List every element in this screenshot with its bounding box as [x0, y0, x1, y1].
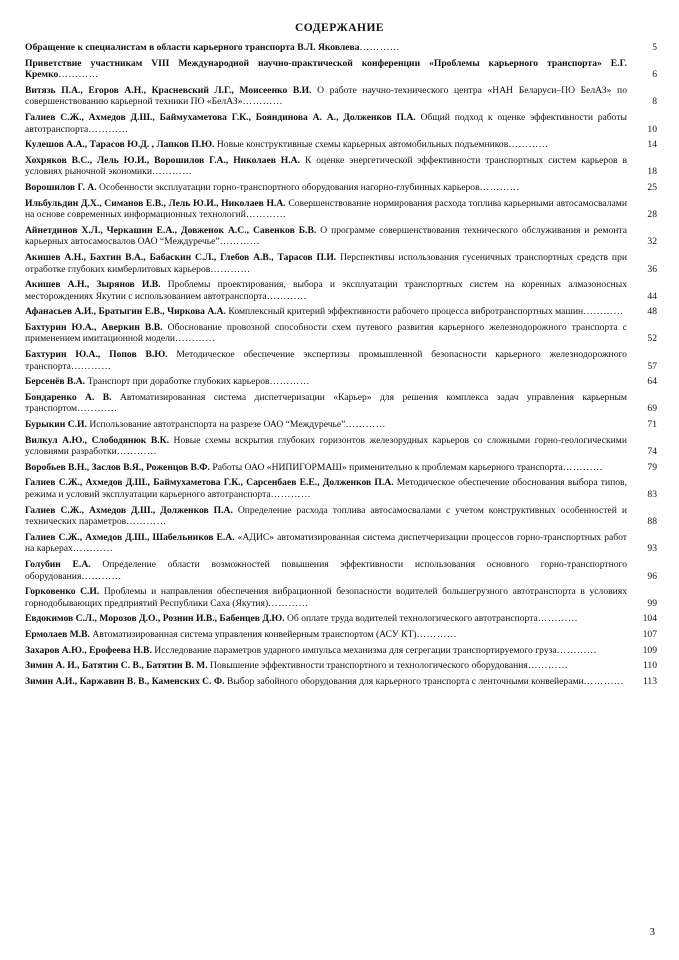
toc-entry-text: [25, 505, 635, 528]
toc-entry-authors: Голубин Е.А.: [25, 558, 91, 570]
toc-leader-dots: …………: [126, 516, 167, 528]
toc-entry: [25, 182, 657, 194]
toc-entry-title: Автоматизированная система управления конвейерным транспортом (АСУ КТ): [92, 628, 417, 640]
toc-entry-page: 110: [642, 660, 657, 672]
toc-entry-page: 113: [642, 675, 657, 687]
toc-entry-authors: Акишев А.Н., Бахтин В.А., Бабаскин С.Л., Глебов А.В., Тарасов П.И.: [25, 251, 337, 263]
toc-entry: [25, 435, 657, 458]
toc-entry-title: Проблемы и направления обеспечения вибрационной безопасности водителей большегрузного автотранспорта в условиях горнодобывающих предприятий Республики Саха (Якутия): [25, 586, 627, 609]
toc-entry-title: Работы ОАО «НИПИГОРМАШ» применительно к проблемам карьерного транспорта: [212, 461, 563, 473]
toc-entry-title: Проблемы проектирования, выбора и эксплуатации транспортных систем на коренных алмазоносных месторождениях Якутии с использованием автотранспорта: [25, 279, 627, 302]
toc-entry-authors: Приветствие участникам VIII Международной научно-практической конференции «Проблемы карьерного транспорта» Е.Г. Кремко: [25, 57, 627, 81]
toc-entry-text: [25, 139, 635, 151]
toc-entry-text: [25, 462, 635, 474]
toc-entry-page: 52: [647, 333, 657, 345]
toc-entry-authors: Зимин А.И., Каржавин В. В., Каменских С. Ф.: [25, 675, 225, 687]
toc-entry-text: [25, 306, 635, 318]
toc-leader-dots: …………: [479, 181, 520, 193]
toc-leader-dots: …………: [583, 675, 625, 687]
toc-entry-text: [25, 676, 635, 688]
toc-entry-page: 74: [647, 446, 657, 458]
toc-leader-dots: …………: [88, 123, 129, 135]
toc-entry-page: 6: [652, 69, 657, 81]
toc-leader-dots: …………: [583, 306, 624, 318]
toc-entry-title: О работе научно-технического центра «НАН Беларуси–ПО БелАЗ» по совершенствованию карьерной техники ПО «БелАЗ»: [25, 84, 627, 108]
toc-entry-page: 96: [647, 570, 657, 582]
toc-entry-text: [25, 182, 635, 194]
toc-entry-authors: Хохряков В.С., Лель Ю.И., Ворошилов Г.А., Николаев Н.А.: [25, 154, 300, 166]
toc-entry: [25, 198, 657, 221]
toc-entry-text: [25, 477, 635, 500]
toc-entry-text: [25, 112, 635, 135]
toc-entry: [25, 660, 657, 672]
toc-entry-authors: Евдокимов С.Л., Морозов Д.О., Рознин И.В., Бабенцев Д.Ю.: [25, 613, 285, 625]
toc-entry-text: [25, 559, 635, 582]
toc-entry: [25, 676, 657, 688]
toc-entry-page: 32: [647, 236, 657, 248]
toc-leader-dots: …………: [537, 613, 579, 625]
toc-entry-title: Методическое обеспечение экспертизы промышленной безопасности карьерного железнодорожного транспорта: [25, 349, 627, 372]
toc-entry-text: [25, 376, 635, 388]
toc-entry: [25, 85, 657, 108]
toc-entry-page: 48: [647, 306, 657, 318]
toc-leader-dots: …………: [77, 403, 118, 415]
toc-leader-dots: …………: [268, 597, 309, 609]
toc-entry-page: 28: [647, 209, 657, 221]
toc-entry: [25, 349, 657, 372]
toc-leader-dots: …………: [210, 263, 251, 275]
toc-entry-authors: Берсенёв В.А.: [25, 376, 86, 388]
page-title: СОДЕРЖАНИЕ: [294, 22, 385, 34]
toc-entry-authors: Ермолаев М.В.: [25, 628, 90, 640]
toc-entry-title: Обоснование провозной способности схем путевого развития карьерного железнодорожного транспорта с применением имитационной модели: [25, 321, 627, 345]
toc-entry: [25, 139, 657, 151]
toc-leader-dots: …………: [175, 333, 216, 345]
toc-entry: [25, 155, 657, 178]
toc-leader-dots: …………: [345, 419, 386, 431]
toc-leader-dots: …………: [72, 543, 114, 555]
toc-entry: [25, 392, 657, 415]
toc-entry-page: 44: [647, 290, 657, 302]
toc-entry: [25, 42, 657, 54]
toc-entry-page: 83: [647, 489, 657, 500]
toc-entry: [25, 559, 657, 582]
toc-entry-authors: Галиев С.Ж., Ахмедов Д.Ш., Шабельников Е.А.: [25, 531, 235, 543]
toc-entry-authors: Бахтурин Ю.А., Аверкин В.В.: [25, 321, 163, 333]
toc-entry-title: О программе совершенствования технического обслуживания и ремонта карьерных автосамосвалов ОАО “Междуречье”: [25, 224, 628, 248]
toc-entry-authors: Захаров А.Ю., Ерофеева Н.В.: [25, 644, 152, 656]
toc-entry-text: [25, 419, 635, 431]
toc-entry-text: [25, 225, 635, 248]
toc-entry-title: Определение расхода топлива автосамосвалами с учетом конструктивных особенностей и технических параметров: [25, 504, 628, 528]
toc-leader-dots: …………: [508, 139, 549, 151]
toc-entry-page: 69: [647, 403, 657, 415]
toc-entry-title: Методическое обеспечение обоснования выбора типов, режима и условий эксплуатации карьерного автотранспорта: [25, 477, 627, 500]
table-of-contents: [25, 42, 657, 691]
toc-entry-title: Новые схемы вскрытия глубоких горизонтов железорудных карьеров со сложными горно-геологическими условиями разработки: [25, 434, 627, 458]
toc-entry-text: [25, 532, 635, 555]
toc-leader-dots: …………: [81, 570, 122, 582]
toc-entry-page: 107: [642, 628, 657, 640]
toc-entry-text: [25, 322, 635, 345]
toc-entry-text: [25, 279, 635, 302]
toc-entry-text: [25, 629, 635, 641]
toc-entry-title: Перспективы использования гусеничных транспортных средств при отработке глубоких кимберлитовых карьеров: [25, 251, 627, 275]
toc-entry: [25, 279, 657, 302]
toc-leader-dots: …………: [527, 660, 569, 672]
toc-leader-dots: …………: [245, 209, 287, 221]
toc-entry-authors: Кулешов А.А., Тарасов Ю.Д. , Лапков П.Ю.: [25, 139, 215, 151]
toc-entry-text: [25, 155, 635, 178]
toc-entry-authors: Ворошилов Г. А.: [25, 181, 97, 193]
toc-entry: [25, 532, 657, 555]
toc-entry-title: Использование автотранспорта на разрезе ОАО “Междуречье”: [89, 419, 346, 431]
toc-leader-dots: …………: [562, 461, 604, 473]
toc-leader-dots: …………: [116, 446, 158, 458]
toc-entry-text: [25, 252, 635, 275]
toc-entry-authors: Ильбульдин Д.Х., Симанов Е.В., Лель Ю.И., Николаев Н.А.: [25, 197, 286, 209]
toc-leader-dots: …………: [151, 166, 193, 178]
toc-leader-dots: …………: [556, 644, 598, 656]
toc-entry-authors: Бахтурин Ю.А., Попов В.Ю.: [25, 349, 168, 361]
toc-entry-authors: Бурыкин С.И.: [25, 419, 87, 431]
toc-entry-text: [25, 392, 635, 415]
toc-entry-title: «АДИС» автоматизированная система диспетчеризации процессов горно-транспортных работ на карьерах: [25, 531, 627, 555]
toc-leader-dots: …………: [242, 96, 283, 108]
toc-entry-page: 18: [647, 166, 657, 178]
toc-entry: [25, 112, 657, 135]
toc-entry-title: Транспорт при доработке глубоких карьеров: [87, 376, 270, 388]
toc-leader-dots: …………: [219, 236, 261, 248]
toc-entry-page: 5: [652, 42, 657, 53]
toc-entry: [25, 322, 657, 345]
toc-leader-dots: …………: [266, 290, 308, 302]
toc-entry: [25, 613, 657, 625]
toc-entry: [25, 306, 657, 318]
toc-entry-page: 10: [647, 123, 657, 135]
toc-entry-text: [25, 613, 635, 625]
toc-entry-authors: Горковенко С.И.: [25, 586, 100, 598]
toc-entry-title: Комплексный критерий эффективности рабочего процесса вибротранспортных машин: [228, 306, 584, 318]
toc-leader-dots: …………: [269, 376, 310, 388]
toc-entry-title: Исследование параметров ударного импульса механизма для сегрегации транспортируемого груза: [154, 644, 557, 656]
toc-entry-authors: Галиев С.Ж., Ахмедов Д.Ш., Баймухаметова Г.К., Сарсенбаев Е.Е., Долженков П.А.: [25, 477, 394, 489]
toc-entry-text: [25, 85, 635, 108]
toc-entry-authors: Айнетдинов Х.Л., Черкашин Е.А., Довженок А.С., Савенков Б.В.: [25, 224, 317, 236]
toc-entry-title: К оценке энергетической эффективности транспортных систем карьеров в условиях рыночной экономики: [25, 154, 627, 178]
toc-entry-page: 104: [642, 613, 657, 625]
toc-entry: [25, 419, 657, 431]
toc-entry-page: 79: [647, 461, 657, 473]
toc-entry-title: Повышение эффективности транспортного и технологического оборудования: [210, 660, 528, 672]
toc-entry: [25, 252, 657, 275]
toc-entry-title: Выбор забойного оборудования для карьерного транспорта с ленточными конвейерами: [226, 675, 584, 687]
toc-entry-authors: Акишев А.Н., Зырянов И.В.: [25, 279, 161, 291]
toc-entry-page: 71: [647, 419, 657, 431]
toc-entry: [25, 225, 657, 248]
toc-entry: [25, 629, 657, 641]
toc-entry: [25, 58, 657, 81]
toc-leader-dots: …………: [416, 628, 457, 640]
toc-entry-title: Новые конструктивные схемы карьерных автомобильных подъемников: [216, 139, 509, 151]
toc-entry-authors: Бондаренко А. В.: [25, 391, 112, 403]
toc-entry-text: [25, 660, 635, 672]
toc-entry: [25, 586, 657, 609]
toc-entry-page: 14: [647, 139, 657, 151]
toc-entry: [25, 645, 657, 657]
toc-leader-dots: …………: [70, 360, 112, 372]
toc-entry-page: 109: [642, 644, 657, 656]
toc-entry-text: [25, 349, 635, 372]
toc-entry-page: 88: [647, 516, 657, 528]
toc-entry: [25, 376, 657, 388]
page-number: 3: [649, 926, 655, 938]
toc-entry-title: Общий подход к оценке эффективности работы автотранспорта: [25, 111, 627, 135]
toc-entry-authors: Витязь П.А., Егоров А.Н., Красневский Л.Г., Моисеенко В.И.: [25, 84, 312, 96]
toc-entry-authors: Обращение к специалистам в области карьерного транспорта В.Л. Яковлева: [25, 42, 360, 53]
toc-entry-authors: Зимин А. И., Батятин С. В., Батятин В. М.: [25, 660, 208, 672]
toc-entry-authors: Афанасьев А.И., Братыгин Е.В., Чиркова А.А.: [25, 306, 226, 318]
toc-entry-title: Определение области возможностей повышения эффективности использования основного горно-транспортного оборудования: [25, 558, 628, 582]
toc-entry-text: [25, 58, 635, 81]
toc-entry-title: Об оплате труда водителей технологического автотранспорта: [287, 613, 538, 625]
toc-entry-title: Автоматизированная система диспетчеризации «Карьер» для решения комплекса задач управления карьерным транспортом: [25, 391, 627, 415]
toc-entry-page: 57: [647, 360, 657, 372]
toc-entry-text: [25, 42, 635, 54]
toc-entry: [25, 477, 657, 500]
toc-leader-dots: …………: [58, 69, 99, 81]
toc-entry-page: 64: [647, 376, 657, 388]
toc-entry-authors: Галиев С.Ж., Ахмедов Д.Ш., Баймухаметова Г.К., Бояндинова А. А., Долженков П.А.: [25, 111, 416, 123]
toc-entry-text: [25, 198, 635, 221]
toc-entry-text: [25, 645, 635, 657]
toc-entry-page: 25: [647, 181, 657, 193]
toc-entry-title: Совершенствование нормирования расхода топлива карьерными автосамосвалами на основе современных информационных технологий: [25, 197, 628, 221]
toc-entry-authors: Галиев С.Ж., Ахмедов Д.Ш., Долженков П.А.: [25, 504, 233, 516]
toc-entry-authors: Вилкул А.Ю., Слободянюк В.К.: [25, 434, 169, 446]
toc-leader-dots: …………: [270, 489, 312, 500]
toc-entry-text: [25, 586, 635, 609]
toc-entry-text: [25, 435, 635, 458]
toc-leader-dots: …………: [359, 42, 400, 53]
toc-entry-authors: Воробьев В.Н., Заслов В.Я., Роженцов В.Ф.: [25, 461, 210, 473]
toc-entry-page: 8: [652, 96, 657, 108]
toc-entry-title: Особенности эксплуатации горно-транспортного оборудования нагорно-глубинных карьеров: [99, 181, 480, 193]
toc-entry: [25, 505, 657, 528]
toc-entry: [25, 462, 657, 474]
toc-entry-page: 36: [647, 263, 657, 275]
toc-entry-page: 99: [647, 597, 657, 609]
toc-entry-page: 93: [647, 543, 657, 555]
